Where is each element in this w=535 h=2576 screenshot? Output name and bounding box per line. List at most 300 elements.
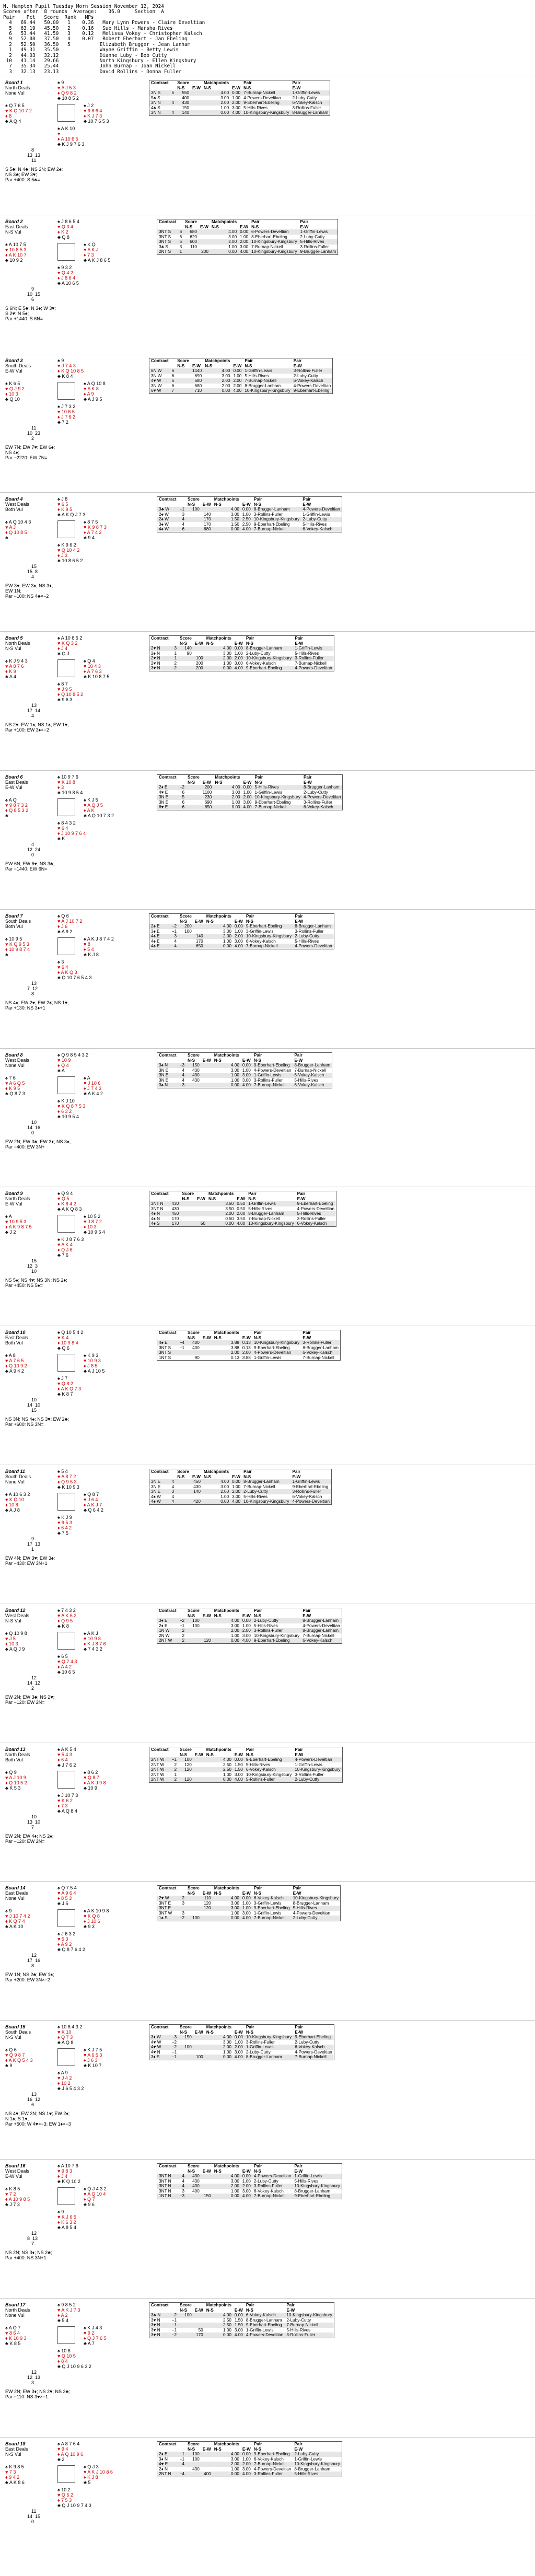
result-cell: 0.00 bbox=[241, 2174, 252, 2179]
result-cell: 5-Hills-Rives bbox=[293, 939, 334, 944]
result-cell: 0.00 bbox=[241, 2452, 252, 2457]
result-row bbox=[149, 666, 334, 671]
result-cell: 1.50 bbox=[233, 2323, 245, 2328]
suit-holding: ♥ J 9 5 bbox=[57, 687, 72, 692]
suit-holding: ♦ J 8 6 4 bbox=[57, 275, 76, 281]
result-cell bbox=[186, 517, 201, 522]
result-row bbox=[157, 2184, 342, 2189]
column-header: Pair bbox=[302, 775, 343, 780]
makeable-contracts bbox=[5, 306, 56, 321]
result-cell: 4♥ W bbox=[149, 2040, 170, 2045]
suit-holding: ♥ K Q 10 7 2 bbox=[5, 108, 32, 113]
hand-W bbox=[5, 1214, 32, 1235]
result-cell: 0.00 bbox=[241, 1896, 252, 1901]
column-header bbox=[170, 1469, 176, 1475]
suit-holding: ♦ J 10 6 bbox=[84, 1919, 100, 1924]
result-row bbox=[149, 934, 334, 939]
result-cell: 7-Burnap-Nickell bbox=[247, 1216, 295, 1222]
result-cell: 1.00 bbox=[241, 1906, 252, 1911]
column-subheader: E-W bbox=[242, 780, 253, 785]
column-subheader: N-S bbox=[253, 780, 302, 785]
column-subheader bbox=[170, 364, 176, 369]
result-cell bbox=[178, 2055, 193, 2060]
hand-S bbox=[57, 681, 83, 702]
column-header: Pair bbox=[250, 219, 298, 225]
result-cell: 3NT E bbox=[157, 1901, 178, 1906]
board-section bbox=[0, 2298, 535, 2437]
result-cell: 2♥ N bbox=[149, 646, 170, 651]
suit-holding: ♦ K 6 3 2 bbox=[57, 2220, 76, 2225]
result-cell bbox=[186, 1638, 201, 1643]
result-cell: 1.00 bbox=[241, 2179, 252, 2184]
result-cell bbox=[193, 924, 205, 929]
column-header: Contract bbox=[149, 1747, 170, 1753]
column-header: Score bbox=[186, 775, 201, 780]
result-cell: 3N E bbox=[157, 1073, 178, 1078]
result-cell: 120 bbox=[201, 1906, 213, 1911]
column-header: Contract bbox=[157, 1886, 178, 1891]
result-cell: 0.00 bbox=[233, 2313, 245, 2318]
result-cell: 0.50 bbox=[235, 1206, 247, 1212]
suit-holding: ♠ 10 2 bbox=[57, 2487, 71, 2492]
result-row bbox=[157, 2471, 342, 2477]
column-subheader bbox=[157, 780, 178, 785]
result-cell: 7-Burnap-Nickell bbox=[293, 661, 334, 666]
suit-holding: ♣ K Q 10 2 bbox=[57, 2179, 80, 2184]
suit-holding: ♣ bbox=[5, 535, 8, 540]
board-section bbox=[0, 1743, 535, 1882]
result-cell: 2 bbox=[178, 1896, 186, 1901]
column-header: Contract bbox=[149, 358, 170, 364]
compass-box bbox=[57, 382, 75, 400]
hcp-counts bbox=[27, 2231, 38, 2246]
results-table bbox=[157, 1608, 342, 1644]
result-cell: 5-Hills-Rives bbox=[293, 1078, 332, 1083]
result-cell: 3NT S bbox=[157, 235, 178, 240]
result-cell bbox=[186, 527, 201, 532]
vulnerability-label: Both Vul bbox=[5, 1757, 23, 1762]
column-header bbox=[233, 914, 245, 919]
column-subheader: E-W bbox=[241, 1058, 252, 1063]
suit-holding: ♣ J 6 5 4 3 2 bbox=[57, 2086, 84, 2091]
hand-N bbox=[57, 496, 85, 517]
result-cell: 0.00 bbox=[242, 785, 253, 790]
column-header: Contract bbox=[149, 2025, 170, 2030]
board-separator bbox=[0, 1048, 535, 1049]
result-cell: 3-Rollins-Fuller bbox=[290, 106, 330, 111]
result-cell: 2.00 bbox=[213, 2184, 241, 2189]
column-subheader bbox=[157, 225, 178, 230]
result-cell: 1-Griffin-Lewis bbox=[293, 2174, 342, 2179]
hand-S bbox=[57, 959, 91, 980]
hand-S bbox=[57, 265, 79, 286]
hcp-line: 13 13 bbox=[27, 153, 41, 158]
result-cell: 2.00 bbox=[241, 1628, 252, 1633]
suit-holding: ♣ A Q 10 7 3 2 bbox=[84, 813, 114, 818]
column-subheader: E-W bbox=[293, 919, 334, 924]
result-cell bbox=[193, 1762, 205, 1768]
result-cell: 3.50 bbox=[235, 1216, 247, 1222]
column-subheader: E-W bbox=[233, 641, 245, 646]
compass-box bbox=[57, 243, 75, 261]
table-header-row bbox=[157, 497, 342, 502]
result-cell: 8-Brugger-Lanham bbox=[290, 110, 330, 115]
result-cell: 3 bbox=[178, 245, 184, 250]
result-cell: 3NT N bbox=[157, 2174, 178, 2179]
result-cell: 6♥ E bbox=[157, 805, 178, 810]
result-cell bbox=[193, 651, 205, 656]
suit-holding: ♥ J 10 6 bbox=[84, 1081, 101, 1086]
result-cell: 6 bbox=[170, 384, 176, 389]
suit-holding: ♣ 9 6 3 bbox=[57, 697, 73, 702]
suit-holding: ♠ K J 4 3 bbox=[84, 2325, 102, 2330]
result-cell: 4.00 bbox=[230, 1499, 242, 1504]
result-cell bbox=[193, 929, 205, 934]
par-line: Par +130: NS 3♦+1 bbox=[5, 1005, 45, 1011]
column-header: Contract bbox=[149, 914, 170, 919]
result-cell: 5-Hills-Rives bbox=[293, 2471, 342, 2477]
column-header: Score bbox=[186, 2442, 201, 2447]
board-title: Board 6 bbox=[5, 774, 23, 780]
board-title: Board 1 bbox=[5, 80, 23, 85]
table-header-row bbox=[157, 1330, 341, 1336]
result-cell: 3NT N bbox=[157, 2179, 178, 2184]
result-cell: 3-Griffin-Lewis bbox=[252, 1901, 292, 1906]
result-cell: 4♠ E bbox=[149, 934, 170, 939]
result-cell: 1-Griffin-Lewis bbox=[253, 790, 302, 795]
column-header bbox=[201, 497, 213, 502]
column-header: Pair bbox=[293, 2025, 334, 2030]
hcp-counts bbox=[27, 1120, 40, 1135]
result-cell bbox=[176, 368, 191, 374]
result-cell: 1-Griffin-Lewis bbox=[252, 1911, 292, 1916]
result-cell: 120 bbox=[201, 1901, 213, 1906]
table-header-row bbox=[157, 1053, 332, 1058]
suit-holding: ♠ 8 6 2 bbox=[84, 1770, 98, 1775]
suit-holding: ♥ K 10 8 bbox=[57, 780, 75, 785]
hand-N bbox=[57, 2441, 83, 2462]
result-cell bbox=[178, 2040, 193, 2045]
result-cell bbox=[201, 1355, 213, 1361]
hand-E bbox=[84, 658, 109, 679]
makeable-contracts bbox=[5, 167, 63, 182]
makeable-contracts bbox=[5, 861, 54, 872]
result-cell bbox=[178, 1906, 186, 1911]
board-section bbox=[0, 1326, 535, 1465]
column-header: Contract bbox=[157, 497, 178, 502]
column-header bbox=[233, 2025, 245, 2030]
result-cell bbox=[176, 1484, 191, 1490]
column-subheader: E-W bbox=[293, 641, 334, 646]
column-subheader: N-S bbox=[213, 2447, 241, 2452]
result-cell bbox=[186, 1906, 201, 1911]
suit-holding: ♠ K J 10 bbox=[57, 1098, 75, 1104]
result-cell: 9-Brugger-Lanham bbox=[298, 249, 338, 254]
column-header bbox=[195, 1191, 207, 1197]
hcp-line: 15 bbox=[31, 1258, 37, 1263]
dealer-label: East Deals bbox=[5, 1890, 28, 1896]
result-cell: 9-Eberhart-Ebeling bbox=[252, 522, 301, 527]
suit-holding: ♠ K 6 5 bbox=[5, 381, 20, 386]
result-cell: 3N E bbox=[149, 1484, 170, 1490]
result-cell: 170 bbox=[193, 939, 205, 944]
column-header bbox=[191, 80, 202, 86]
column-subheader: E-W bbox=[191, 86, 202, 91]
result-cell: 3NT S bbox=[157, 1350, 178, 1355]
suit-holding: ♥ Q 7 4 3 bbox=[57, 1659, 77, 1664]
table-subheader-row bbox=[157, 780, 343, 785]
hcp-line: 7 bbox=[31, 1825, 34, 1830]
board-info bbox=[5, 2024, 31, 2040]
result-cell bbox=[186, 512, 201, 517]
result-cell: 450 bbox=[170, 1211, 181, 1216]
result-cell: 4 bbox=[170, 100, 176, 106]
suit-holding: ♦ 8 5 3 bbox=[57, 1896, 72, 1901]
session-title: N. Hampton Pupil Tuesday Morn Session November 12, 2024 bbox=[3, 4, 164, 9]
result-cell: 3.00 bbox=[241, 2189, 252, 2194]
column-subheader bbox=[178, 502, 186, 507]
suit-holding: ♣ 10 6 5 bbox=[57, 1669, 75, 1675]
suit-holding: ♦ 6 3 2 bbox=[57, 1109, 72, 1114]
result-cell: 4.00 bbox=[202, 1479, 230, 1484]
result-cell: 4-Powers-Develtian bbox=[245, 2333, 285, 2338]
hand-E bbox=[84, 103, 109, 124]
result-cell: 1.00 bbox=[233, 651, 245, 656]
result-row bbox=[149, 1762, 343, 1768]
result-cell: 3 bbox=[170, 646, 178, 651]
result-cell bbox=[199, 229, 210, 235]
result-cell: 90 bbox=[186, 1355, 201, 1361]
column-header: Matchpoints bbox=[213, 2164, 241, 2169]
result-cell: 4-Powers-Develtian bbox=[293, 666, 334, 671]
result-cell: 9-Eberhart-Ebeling bbox=[293, 2194, 342, 2199]
suit-holding: ♣ Q 6 bbox=[57, 1345, 69, 1351]
result-row bbox=[157, 1355, 341, 1361]
hand-N bbox=[57, 635, 82, 656]
result-cell: 400 bbox=[186, 2189, 201, 2194]
contract-line: EW 2N; EW 3♦; NS 2♥; NS 2♣; bbox=[5, 2389, 70, 2394]
result-cell: 690 bbox=[201, 800, 214, 805]
column-subheader: E-W bbox=[231, 364, 243, 369]
result-row bbox=[149, 1221, 336, 1226]
column-subheader: N-S bbox=[186, 1058, 201, 1063]
result-cell: 7-Burnap-Nickell bbox=[252, 2462, 293, 2467]
vulnerability-label: Both Vul bbox=[5, 507, 23, 512]
result-row bbox=[157, 1073, 332, 1078]
result-cell: 3-Rollins-Fuller bbox=[293, 656, 334, 661]
result-cell: 200 bbox=[201, 785, 214, 790]
board-info bbox=[5, 1608, 29, 1623]
hcp-line: 10 bbox=[31, 1120, 37, 1125]
column-header: Pair bbox=[247, 1191, 295, 1197]
suit-holding: ♠ A bbox=[5, 1214, 12, 1219]
result-cell: 3.00 bbox=[213, 1906, 241, 1911]
suit-holding: ♥ 10 6 5 bbox=[57, 409, 75, 414]
suit-holding: ♣ Q J 10 9 6 3 2 bbox=[57, 2364, 91, 2369]
result-cell bbox=[199, 239, 210, 245]
suit-holding: ♠ 5 4 bbox=[57, 1469, 68, 1474]
column-header bbox=[170, 1747, 178, 1753]
result-cell: 1.00 bbox=[202, 106, 230, 111]
board-separator bbox=[0, 2020, 535, 2021]
result-cell bbox=[193, 2045, 205, 2050]
column-header: Score bbox=[186, 1330, 201, 1336]
column-header: Score bbox=[178, 1747, 193, 1753]
suit-holding: ♠ Q J 3 bbox=[84, 2464, 99, 2469]
result-cell: 6 bbox=[178, 790, 186, 795]
header-line: 2 52.50 36.50 5 Elizabeth Brugger - Jean Lanham bbox=[3, 41, 191, 48]
hcp-line: 11 bbox=[31, 2509, 37, 2514]
suit-holding: ♣ 9 bbox=[5, 2063, 13, 2068]
result-cell: 3.00 bbox=[233, 1772, 245, 1778]
result-cell: 680 bbox=[191, 384, 203, 389]
result-cell: 430 bbox=[186, 2174, 201, 2179]
suit-holding: ♥ J 7 4 3 bbox=[57, 363, 76, 368]
board-info bbox=[5, 1885, 28, 1901]
compass-box bbox=[57, 1354, 75, 1372]
result-cell: 100 bbox=[186, 2452, 201, 2457]
result-cell: 3N S bbox=[149, 90, 170, 96]
result-cell: 9-Eberhart-Ebeling bbox=[292, 388, 333, 393]
contract-line: NS 2N; NS 3♦; NS 2♣; bbox=[5, 2250, 52, 2255]
suit-holding: ♦ 8 bbox=[5, 113, 12, 119]
result-cell: 2♦ E bbox=[157, 1623, 178, 1629]
result-cell: 4 bbox=[178, 2462, 186, 2467]
results-table bbox=[149, 2024, 334, 2060]
hcp-counts bbox=[27, 564, 38, 579]
suit-holding: ♥ 10 9 5 3 bbox=[5, 1219, 27, 1224]
result-cell: 2-Luby-Cutty bbox=[298, 235, 338, 240]
result-cell: 2♥ N bbox=[149, 656, 170, 661]
result-cell: 4.00 bbox=[241, 527, 252, 532]
suit-holding: ♥ Q 10 5 bbox=[57, 2353, 76, 2359]
result-cell: 6-Vokey-Kalsch bbox=[296, 1221, 336, 1226]
column-subheader: E-W bbox=[293, 1753, 342, 1758]
result-cell: 1N W bbox=[157, 1628, 178, 1633]
column-subheader: E-W bbox=[230, 86, 242, 91]
dealer-label: East Deals bbox=[5, 2446, 28, 2452]
hand-W bbox=[5, 1631, 27, 1652]
result-cell: 2.00 bbox=[231, 378, 243, 384]
suit-holding: ♠ 7 4 3 2 bbox=[57, 1608, 76, 1613]
result-cell: −2 bbox=[178, 1916, 186, 1921]
column-subheader bbox=[149, 1753, 170, 1758]
result-cell: 3NT W bbox=[157, 1911, 178, 1916]
result-cell: 1.00 bbox=[238, 235, 250, 240]
suit-holding: ♠ K J 9 bbox=[57, 1515, 72, 1520]
suit-holding: ♦ Q 9 5 3 bbox=[57, 1479, 77, 1484]
suit-holding: ♦ J 4 bbox=[57, 2174, 68, 2179]
suit-holding: ♠ K 9 6 2 bbox=[57, 542, 76, 548]
hand-N bbox=[57, 358, 84, 379]
suit-holding: ♣ 2 bbox=[57, 2457, 65, 2462]
result-cell: 3 bbox=[170, 1489, 176, 1494]
result-cell bbox=[201, 1623, 213, 1629]
result-cell: 8-Brugger-Lanham bbox=[301, 1628, 342, 1633]
result-cell: 4 bbox=[178, 2179, 186, 2184]
result-row bbox=[157, 1340, 341, 1345]
hand-E bbox=[84, 519, 107, 540]
result-cell: 680 bbox=[201, 527, 213, 532]
result-cell bbox=[191, 106, 202, 111]
hand-S bbox=[57, 1515, 72, 1536]
result-cell: 170 bbox=[193, 2333, 205, 2338]
result-cell: 3 bbox=[178, 1901, 186, 1906]
column-subheader: E-W bbox=[230, 1475, 242, 1480]
suit-holding: ♥ J 6 4 bbox=[84, 1497, 98, 1502]
suit-holding: ♥ K 9 8 7 3 bbox=[84, 525, 107, 530]
contract-line: EW 7N; EW 7♥; EW 6♠; bbox=[5, 445, 55, 450]
column-subheader: N-S bbox=[186, 2447, 201, 2452]
result-cell: 2.00 bbox=[242, 795, 253, 800]
result-cell: 5-Hills-Rives bbox=[245, 1762, 293, 1768]
column-header: Score bbox=[178, 636, 193, 641]
result-cell: 1-Griffin-Lewis bbox=[252, 1073, 293, 1078]
hcp-counts bbox=[27, 1953, 40, 1968]
column-header: Matchpoints bbox=[202, 80, 230, 86]
results-table bbox=[157, 496, 342, 532]
result-cell: 0.00 bbox=[205, 666, 233, 671]
result-cell: 2.00 bbox=[205, 656, 233, 661]
result-cell: 1.00 bbox=[213, 800, 241, 805]
result-cell: 7-Burnap-Nickell bbox=[252, 527, 301, 532]
column-header: Pair bbox=[252, 1330, 301, 1336]
result-cell: 4♠ E bbox=[149, 944, 170, 949]
suit-holding: ♦ Q 8 5 3 2 bbox=[5, 808, 29, 813]
column-subheader: E-W bbox=[241, 1891, 252, 1896]
result-cell: 4-Powers-Develtian bbox=[292, 384, 333, 389]
result-row bbox=[149, 2328, 334, 2333]
result-cell: 0.00 bbox=[241, 1618, 252, 1623]
result-row bbox=[157, 229, 338, 235]
compass-box bbox=[57, 520, 75, 538]
result-cell: 3-Rollins-Fuller bbox=[301, 1340, 340, 1345]
column-subheader bbox=[170, 641, 178, 646]
makeable-contracts bbox=[5, 2389, 70, 2399]
result-cell: 4.00 bbox=[210, 229, 238, 235]
result-cell: 150 bbox=[186, 1063, 201, 1068]
result-cell: 0.00 bbox=[205, 2333, 233, 2338]
result-cell: 9-Eberhart-Ebeling bbox=[252, 1345, 301, 1351]
result-cell: −2 bbox=[178, 785, 186, 790]
result-row bbox=[157, 790, 343, 795]
result-row bbox=[149, 929, 334, 934]
result-cell: 2.00 bbox=[241, 1350, 252, 1355]
column-subheader bbox=[149, 1475, 170, 1480]
suit-holding: ♦ 5 4 bbox=[84, 947, 94, 952]
hand-N bbox=[57, 913, 82, 934]
result-cell: 2♦ E bbox=[157, 785, 178, 790]
result-cell: 4♠ E bbox=[157, 1340, 178, 1345]
result-cell: 7-Burnap-Nickell bbox=[252, 1083, 293, 1088]
result-cell: 7-Burnap-Nickell bbox=[253, 805, 302, 810]
suit-holding: ♠ A K 5 4 bbox=[57, 1747, 76, 1752]
column-subheader: N-S bbox=[180, 1197, 195, 1202]
contract-line: EW 1N; bbox=[5, 588, 22, 594]
table-subheader-row bbox=[149, 1197, 336, 1202]
suit-holding: ♠ J 8 bbox=[57, 496, 68, 502]
result-cell: 5-Hills-Rives bbox=[298, 239, 338, 245]
result-cell: 2 bbox=[178, 1633, 186, 1639]
hcp-line: 3 bbox=[31, 2380, 34, 2385]
result-cell: 6N W bbox=[149, 368, 170, 374]
column-subheader bbox=[149, 364, 170, 369]
result-cell bbox=[201, 1063, 213, 1068]
suit-holding: ♠ Q 7 6 5 bbox=[5, 103, 25, 108]
result-cell bbox=[201, 1345, 213, 1351]
suit-holding: ♠ 9 bbox=[57, 358, 64, 363]
makeable-contracts bbox=[5, 1834, 53, 1844]
